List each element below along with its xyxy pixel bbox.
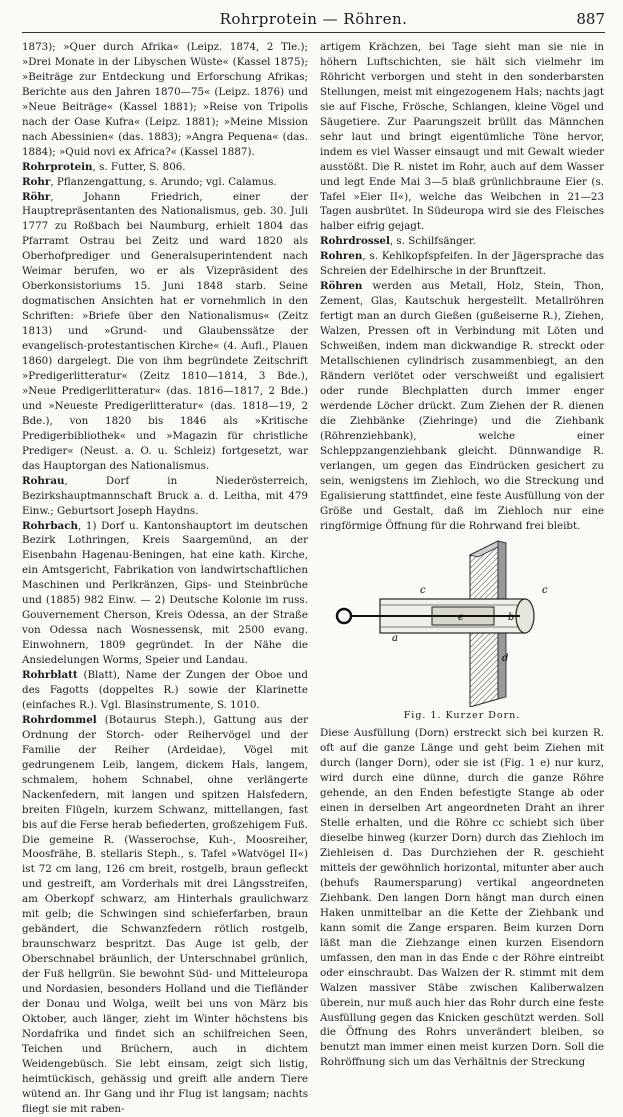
hook-ring-shape xyxy=(337,609,351,623)
left-column xyxy=(22,40,308,1117)
entry-headword: Rohren xyxy=(320,250,363,263)
article-paragraph xyxy=(22,190,308,474)
figure-label-d: d xyxy=(502,653,509,665)
article-paragraph xyxy=(22,713,308,1117)
entry-headword: Rohrbach xyxy=(22,519,78,532)
entry-text: , s. Futter, S. 806. xyxy=(92,160,186,173)
entry-text: , s. Kehlkopfspfeifen. In der Jägersprache das Schreien der Edelhirsche in der Brunftzeit. xyxy=(320,250,604,278)
right-column-bottom-text xyxy=(320,726,604,1070)
article-paragraph xyxy=(320,726,604,1070)
article-paragraph xyxy=(22,40,308,160)
figure-label-b: b xyxy=(508,612,515,624)
article-paragraph xyxy=(320,234,604,249)
right-column-top-text xyxy=(320,40,604,533)
right-column xyxy=(320,40,604,1070)
entry-text: , s. Schilfsänger. xyxy=(389,235,476,248)
article-paragraph xyxy=(22,175,308,190)
entry-headword: Röhr xyxy=(22,190,51,203)
entry-headword: Rohrdommel xyxy=(22,713,97,726)
figure-label-e: e xyxy=(458,612,464,624)
entry-headword: Röhren xyxy=(320,280,363,293)
page-header xyxy=(22,10,605,33)
entry-headword: Rohrprotein xyxy=(22,160,93,173)
entry-text: , Johann Friedrich, einer der Hauptrepräsentanten des Nationalismus, geb. 30. Juli 1777 zu Roßbach bei Naumburg, erhielt 1804 das Pfarramt Ostrau bei Zeitz und ward 1820 als Oberhofprediger und Generalsuperintendent nach Weimar berufen, wo er als Vizepräsident des Oberkonsistoriums 15. Juni 1848 starb. Seine dogmatischen Ansichten hat er vornehmlich in den Schriften: »Briefe über den Nationalismus« (Zeitz 1813) und »Grund- und Glaubenssätze der evangelisch-protestantischen Kirche« (4. Aufl., Plauen 1860) dargelegt. Die von ihm begründete Zeitschrift »Predigerlitteratur« (Zeitz 1810—1814, 3 Bde.), »Neue Predigerlitteratur« (das. 1816—1817, 2 Bde.) und »Neueste Predigerlitteratur« (das. 1818—19, 2 Bde.), von 1820 bis 1846 als »Kritische Predigerbibliothek« und »Magazin für christliche Prediger« (Neust. a. O. u. Schleiz) fortgesetzt, war das Hauptorgan des Nationalismus. xyxy=(22,190,308,472)
figure-label-a: a xyxy=(392,633,398,645)
article-paragraph xyxy=(22,519,308,669)
entry-text: (Blatt), Name der Zungen der Oboe und des Fagotts (doppeltes R.) sowie der Klarinette (einfaches R.). Vgl. Blasinstrumente, S. 1010. xyxy=(22,669,308,711)
figure-label-c1: c xyxy=(420,585,426,597)
article-paragraph xyxy=(320,279,604,533)
entry-text: artigem Krächzen, bei Tage sieht man sie nie in höhern Luftschichten, sie hält sich vielmehr im Röhricht verborgen und steht in den sonderbarsten Stellungen, meist mit eingezogenem Hals; nachts jagt sie auf Fische, Frösche, Schlangen, kleine Vögel und Säugetiere. Zur Paarungszeit brüllt das Männchen sehr laut und bringt eigentümliche Töne hervor, indem es viel Wasser einsaugt und mit Gewalt wieder ausstößt. Die R. nistet im Rohr, auch auf dem Wasser und legt Ende Mai 3—5 blaß grünlichbraune Eier (s. Tafel »Eier II«), welche das Weibchen in 21—23 Tagen ausbrütet. In Südeuropa wird sie des Fleisches halber eifrig gejagt. xyxy=(320,41,604,233)
figure-label-c2: c xyxy=(542,585,548,597)
entry-text: (Botaurus Steph.), Gattung aus der Ordnung der Storch- oder Reihervögel und der Familie der Reiher (Ardeidae), Vögel mit gedrungenem Leib, langem, dickem Hals, langem, schmalem, hohem Schnabel, ohne verlängerte Nackenfedern, mit langen und spitzen Halsfedern, breiten Flügeln, kurzem Schwanz, mittellangen, fast bis auf die Ferse herab befiederten, großzehigem Fuß. Die gemeine R. (Wasserochse, Kuh-, Moosreiher, Moosfrähe, B. stellaris Steph., s. Tafel »Watvögel II«) ist 72 cm lang, 126 cm breit, rostgelb, braun gefleckt und gestreift, am Vorderhals mit drei Längsstreifen, am Oberkopf schwarz, am Hinterhals graulichwarz mit gelb; die Schwingen sind schieferfarben, braun gebändert, die Schwanzfedern rötlich rostgelb, braunschwarz bespritzt. Das Auge ist gelb, der Oberschnabel bräunlich, der Unterschnabel grünlich, der Fuß hellgrün. Sie bewohnt Süd- und Mitteleuropa und Nordasien, besonders Holland und die Tiefländer der Donau und Wolga, weilt bei uns von März bis Oktober, auch länger, zieht im Winter höchstens bis Nordafrika und findet sich an schilfreichen Seen, Teichen und Brüchern, auch in dichtem Weidengebüsch. Sie lebt einsam, zeigt sich listig, heimtückisch, gehässig und greift alle andern Tiere wütend an. Ihr Gang und ihr Flug ist langsam; nachts fliegt sie mit raben- xyxy=(22,713,308,1115)
entry-text: , 1) Dorf u. Kantonshauptort im deutschen Bezirk Lothringen, Kreis Saargemünd, an der Eisenbahn Hagenau-Beningen, hat eine kath. Kirche, ein Amtsgericht, Fabrikation von landwirtschaftlichen Maschinen und Perlkränzen, Gips- und Steinbrüche und (1885) 982 Einw. — 2) Deutsche Kolonie im russ. Gouvernement Cherson, Kreis Odessa, an der Straße von Odessa nach Wosnessensk, mit 2500 evang. Einwohnern, 1809 gegründet. In der Nähe die Ansiedelungen Worms, Speier und Landau. xyxy=(22,519,308,667)
entry-text: 1873); »Quer durch Afrika« (Leipz. 1874, 2 Tle.); »Drei Monate in der Libyschen Wüste« (Kassel 1875); »Beiträge zur Entdeckung und Erforschung Afrikas; Berichte aus den Jahren 1870—75« (Leipz. 1876) und »Neue Beiträge« (Kassel 1881); »Reise von Tripolis nach der Oase Kufra« (Leipz. 1881); »Meine Mission nach Abessinien« (das. 1883); »Angra Pequena« (das. 1884); »Quid novi ex Africa?« (Kassel 1887). xyxy=(22,41,308,158)
article-paragraph xyxy=(320,40,604,234)
entry-text: , Pflanzengattung, s. Arundo; vgl. Calamus. xyxy=(50,175,277,188)
entry-headword: Rohr xyxy=(22,175,51,188)
entry-text: werden aus Metall, Holz, Stein, Thon, Zement, Glas, Kautschuk hergestellt. Metallröhren fertigt man an durch Gießen (gußeiserne R.), Ziehen, Walzen, Pressen oft in Verbindung mit Löten und Schweißen, indem man dickwandige R. streckt oder Metallschienen cylindrisch zusammenbiegt, an den Rändern verlötet oder verschweißt und egalisiert oder runde Blechplatten durch immer enger werdende Löcher drückt. Zum Ziehen der R. dienen die Ziehbänke (Ziehringe) und die Ziehbank (Röhrenziehbank), welche einer Schleppzangenziehbank gleicht. Dünnwandige R. verlangen, um gegen das Eindrücken gesichert zu sein, wenigstens im Ziehloch, wo die Streckung und Egalisierung stattfindet, eine feste Ausfüllung von der Größe und Gestalt, daß im Ziehloch nur eine ringförmige Öffnung für die Rohrwand frei bleibt. xyxy=(320,280,604,532)
entry-headword: Rohrau xyxy=(22,474,65,487)
article-paragraph xyxy=(22,668,308,713)
article-paragraph xyxy=(22,474,308,519)
entry-text: Diese Ausfüllung (Dorn) erstreckt sich bei kurzen R. oft auf die ganze Länge und geht beim Ziehen mit durch (langer Dorn), oder sie ist (Fig. 1 e) nur kurz, wird durch eine dünne, durch die ganze Röhre gehende, an den Enden befestigte Stange ab oder einen in derselben Art angeordneten Draht an ihrer Stelle erhalten, und die Röhre cc schiebt sich über dieselbe hinweg (kurzer Dorn) durch das Ziehloch im Ziehleisen d. Das Durchziehen der R. geschieht mittels der gewöhnlich horizontal, mitunter aber auch (behufs Raumersparung) vertikal angeordneten Ziehbank. Den langen Dorn hängt man durch einen Haken unmittelbar an die Kette der Ziehbank und kann somit die Zange ersparen. Beim kurzen Dorn läßt man die Ziehzange einen kurzen Eisendorn umfassen, den man in das Ende c der Röhre eintreibt oder einschraubt. Das Walzen der R. stimmt mit dem Walzen massiver Stäbe zwischen Kaliberwalzen überein, nur muß auch hier das Rohr durch eine feste Ausfüllung gegen das Knicken geschützt werden. Soll die Öffnung des Rohrs unverändert bleiben, so benutzt man immer einen meist kurzen Dorn. Soll die Rohröffnung sich um das Verhältnis der Streckung xyxy=(320,727,604,1069)
short-mandrel-illustration xyxy=(320,537,604,707)
tube-drawing-figure xyxy=(320,537,604,707)
entry-headword: Rohrdrossel xyxy=(320,235,390,248)
running-title: Rohrprotein — Röhren. xyxy=(219,10,408,28)
entry-headword: Rohrblatt xyxy=(22,669,78,682)
article-paragraph xyxy=(22,160,308,175)
entry-text: , Dorf in Niederösterreich, Bezirkshauptmannschaft Bruck a. d. Leitha, mit 479 Einw.; Geburtsort Joseph Haydns. xyxy=(22,474,308,517)
page-number: 887 xyxy=(576,10,605,28)
figure-caption: Fig. 1. Kurzer Dorn. xyxy=(403,710,521,722)
article-paragraph xyxy=(320,249,604,279)
